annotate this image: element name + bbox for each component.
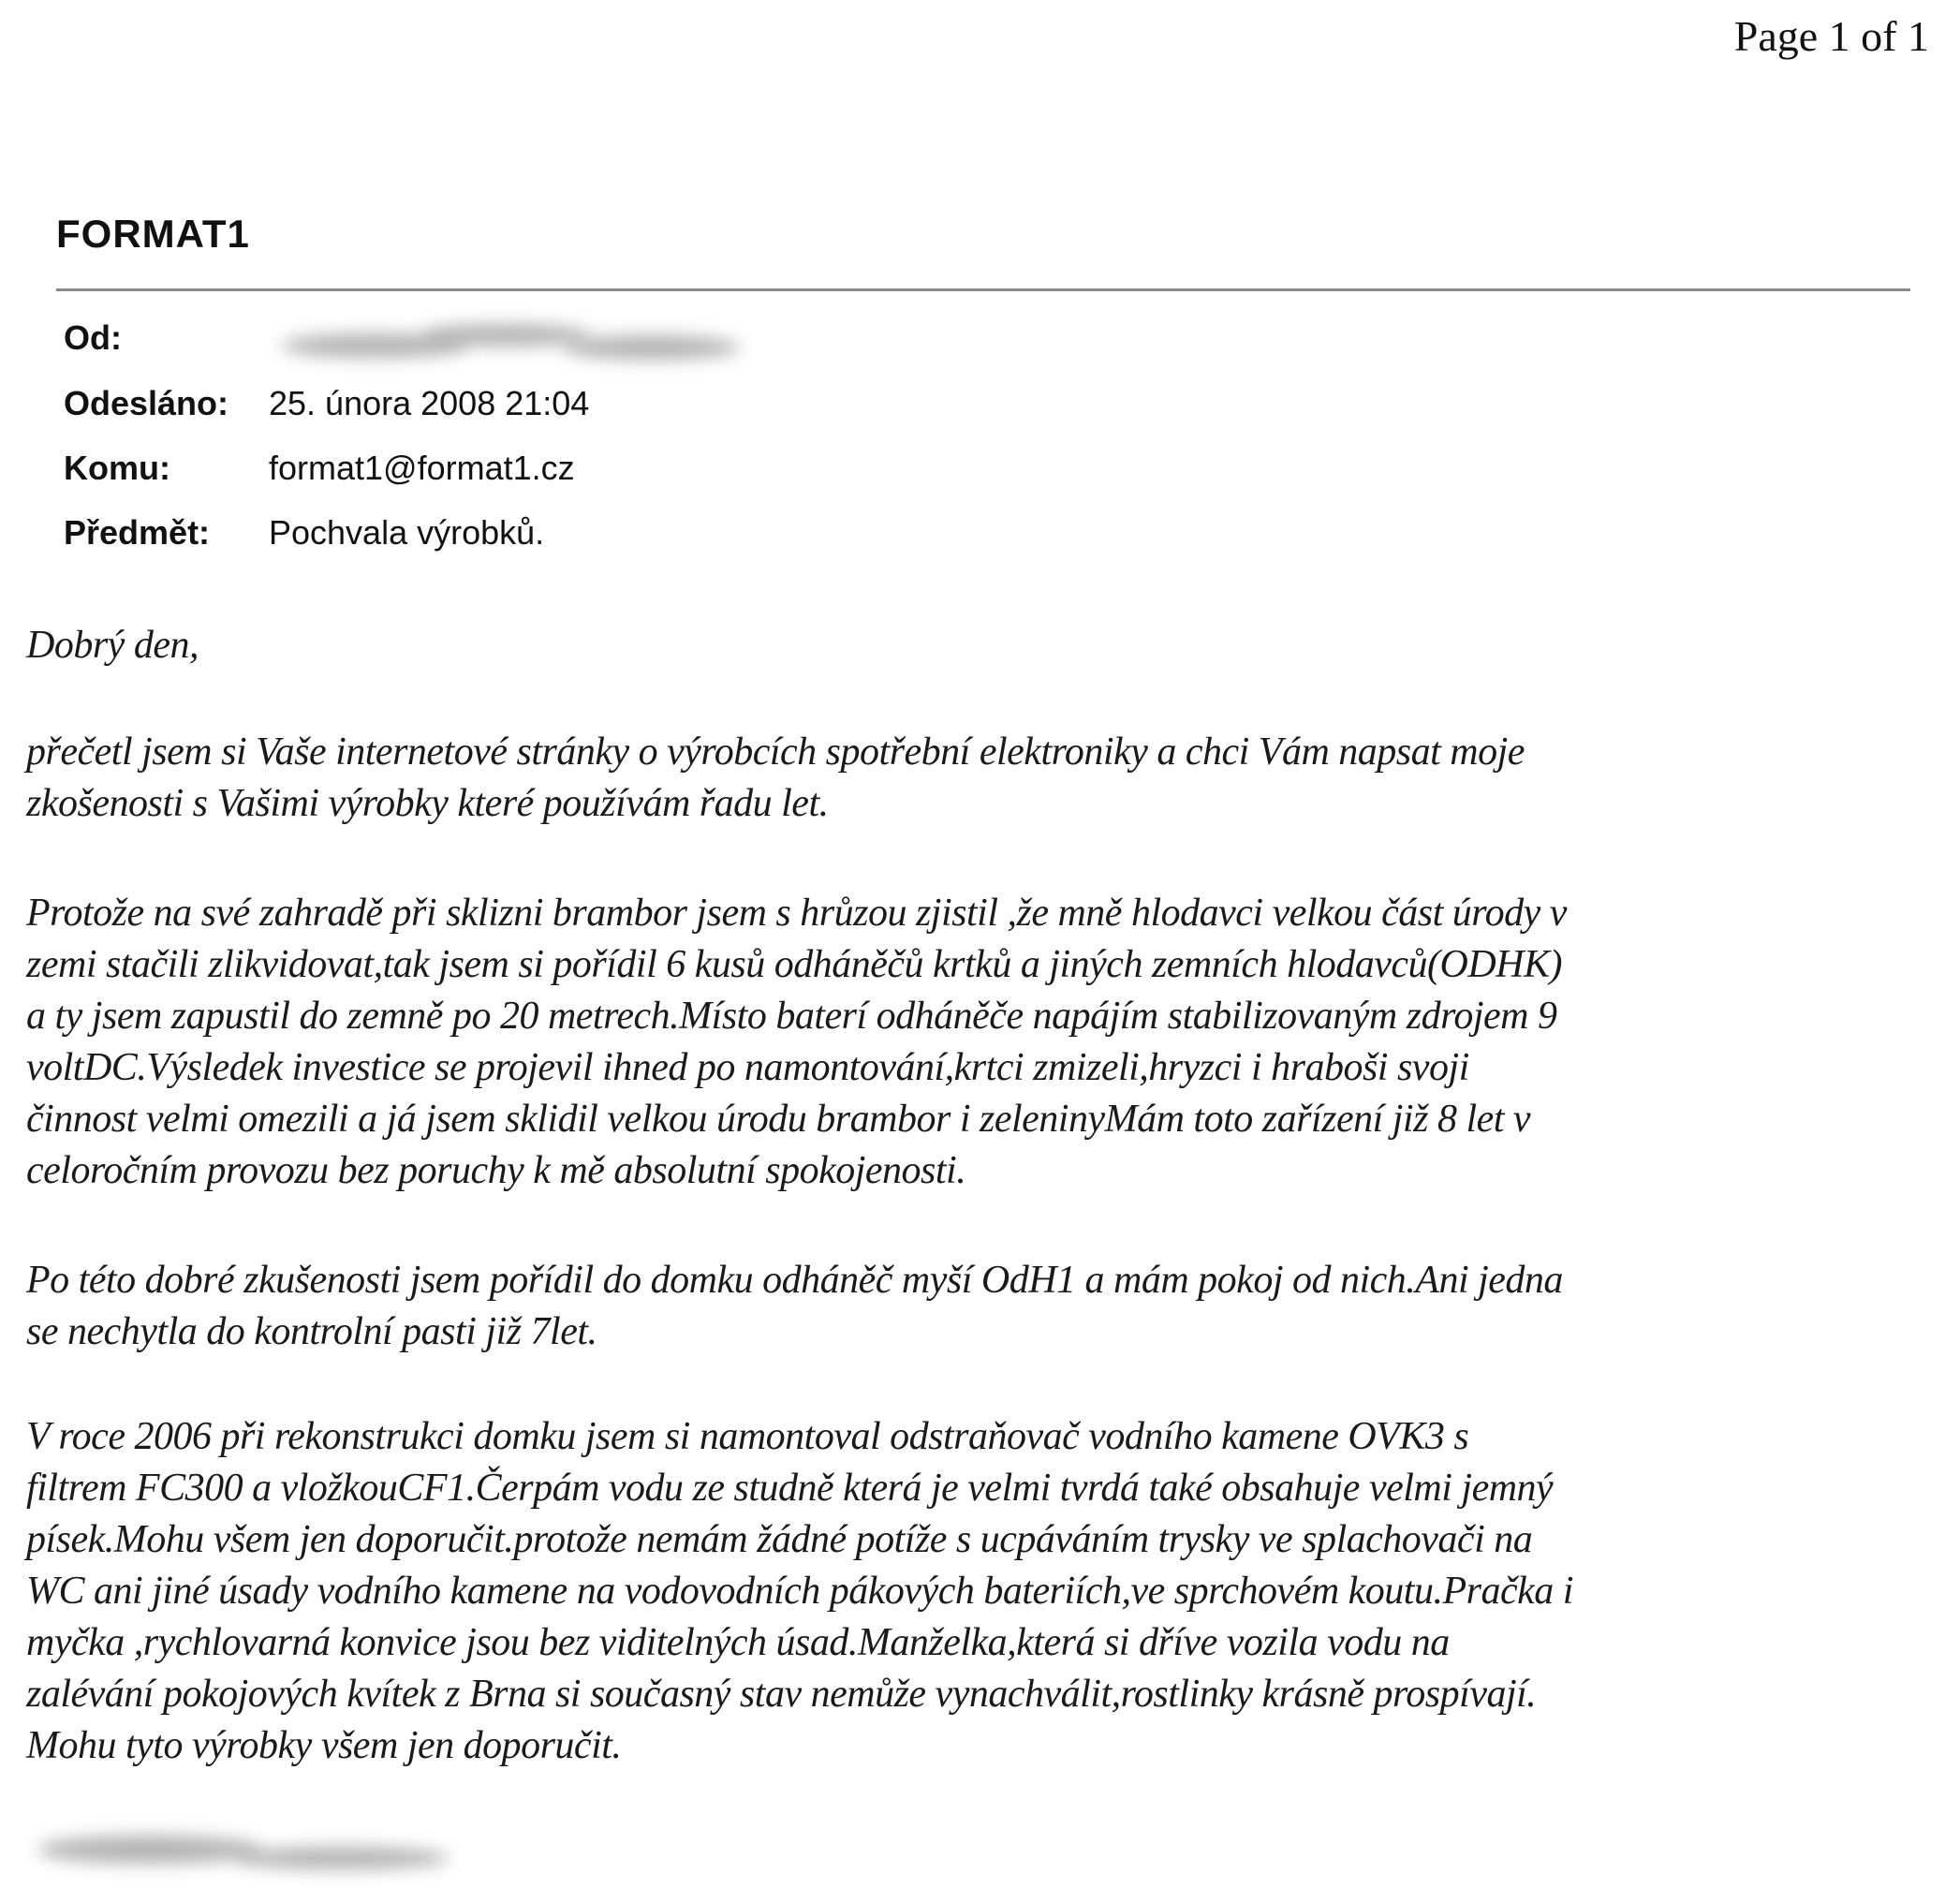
blur-stroke <box>37 1836 262 1864</box>
paragraph-2 <box>26 888 1937 1197</box>
paragraph-line: Mohu tyto výrobky všem jen doporučit. <box>26 1724 622 1767</box>
paragraph-line: písek.Mohu všem jen doporučit.protože nemám žádné potíže s ucpáváním trysky ve splachovači na <box>26 1518 1533 1561</box>
paragraph-line: WC ani jiné úsady vodního kamene na vodovodních pákových bateriích,ve sprchovém koutu.Pračka i <box>26 1570 1573 1613</box>
header-row-sent <box>64 384 589 423</box>
header-label-subject: Předmět: <box>64 513 211 552</box>
paragraph-line: zalévání pokojových kvítek z Brna si současný stav nemůže vynachválit,rostlinky krásně prospívají. <box>26 1673 1537 1716</box>
paragraph-line: celoročním provozu bez poruchy k mě absolutní spokojenosti. <box>26 1149 966 1192</box>
greeting-line: Dobrý den, <box>26 624 199 667</box>
signature-redaction-blur <box>37 1826 449 1878</box>
greeting <box>26 620 1937 671</box>
header-row-from <box>64 318 269 358</box>
paragraph-4 <box>26 1411 1937 1772</box>
page-indicator: Page 1 of 1 <box>1733 12 1929 60</box>
paragraph-line: myčka ,rychlovarná konvice jsou bez viditelných úsad.Manželka,která si dříve vozila vodu na <box>26 1621 1450 1664</box>
paragraph-line: a ty jsem zapustil do zemně po 20 metrech.Místo baterí odháněče napájím stabilizovaným zdrojem 9 <box>26 995 1557 1038</box>
header-row-subject <box>64 513 544 553</box>
header-value-to[interactable]: format1@format1.cz <box>269 449 575 487</box>
paragraph-line: Po této dobré zkušenosti jsem pořídil do domku odháněč myší OdH1 a mám pokoj od nich.Ani jedna <box>26 1259 1563 1302</box>
blur-stroke <box>234 1847 449 1869</box>
paragraph-line: přečetl jsem si Vaše internetové stránky o výrobcích spotřební elektroniky a chci Vám napsat moje <box>26 730 1525 774</box>
header-divider <box>56 288 1910 291</box>
header-label-to: Komu: <box>64 449 170 487</box>
email-title: FORMAT1 <box>56 212 250 256</box>
blur-stroke <box>562 335 740 360</box>
paragraph-line: V roce 2006 při rekonstrukci domku jsem si namontoval odstraňovač vodního kamene OVK3 s <box>26 1415 1469 1458</box>
header-value-subject: Pochvala výrobků. <box>269 513 545 552</box>
paragraph-line: filtrem FC300 a vložkouCF1.Čerpám vodu ze studně která je velmi tvrdá také obsahuje velmi jemný <box>26 1467 1554 1510</box>
paragraph-line: činnost velmi omezili a já jsem sklidil velkou úrodu brambor i zeleninyMám toto zařízení již 8 let v <box>26 1098 1531 1141</box>
header-value-sent: 25. února 2008 21:04 <box>269 384 590 422</box>
header-label-from: Od: <box>64 318 122 357</box>
sender-redaction-blur <box>281 320 740 365</box>
paragraph-line: zemi stačili zlikvidovat,tak jsem si pořídil 6 kusů odháněčů krtků a jiných zemních hlodavců(ODHK) <box>26 943 1563 986</box>
paragraph-3 <box>26 1255 1937 1358</box>
paragraph-line: se nechytla do kontrolní pasti již 7let. <box>26 1310 597 1353</box>
paragraph-1 <box>26 727 1937 830</box>
paragraph-line: zkošenosti s Vašimi výrobky které používám řadu let. <box>26 782 829 825</box>
paragraph-line: voltDC.Výsledek investice se projevil ihned po namontování,krtci zmizeli,hryzci i hraboši svoji <box>26 1046 1469 1089</box>
header-row-to <box>64 449 575 488</box>
paragraph-line: Protože na své zahradě při sklizni brambor jsem s hrůzou zjistil ,že mně hlodavci velkou část úrody v <box>26 892 1567 935</box>
header-label-sent: Odesláno: <box>64 384 229 422</box>
